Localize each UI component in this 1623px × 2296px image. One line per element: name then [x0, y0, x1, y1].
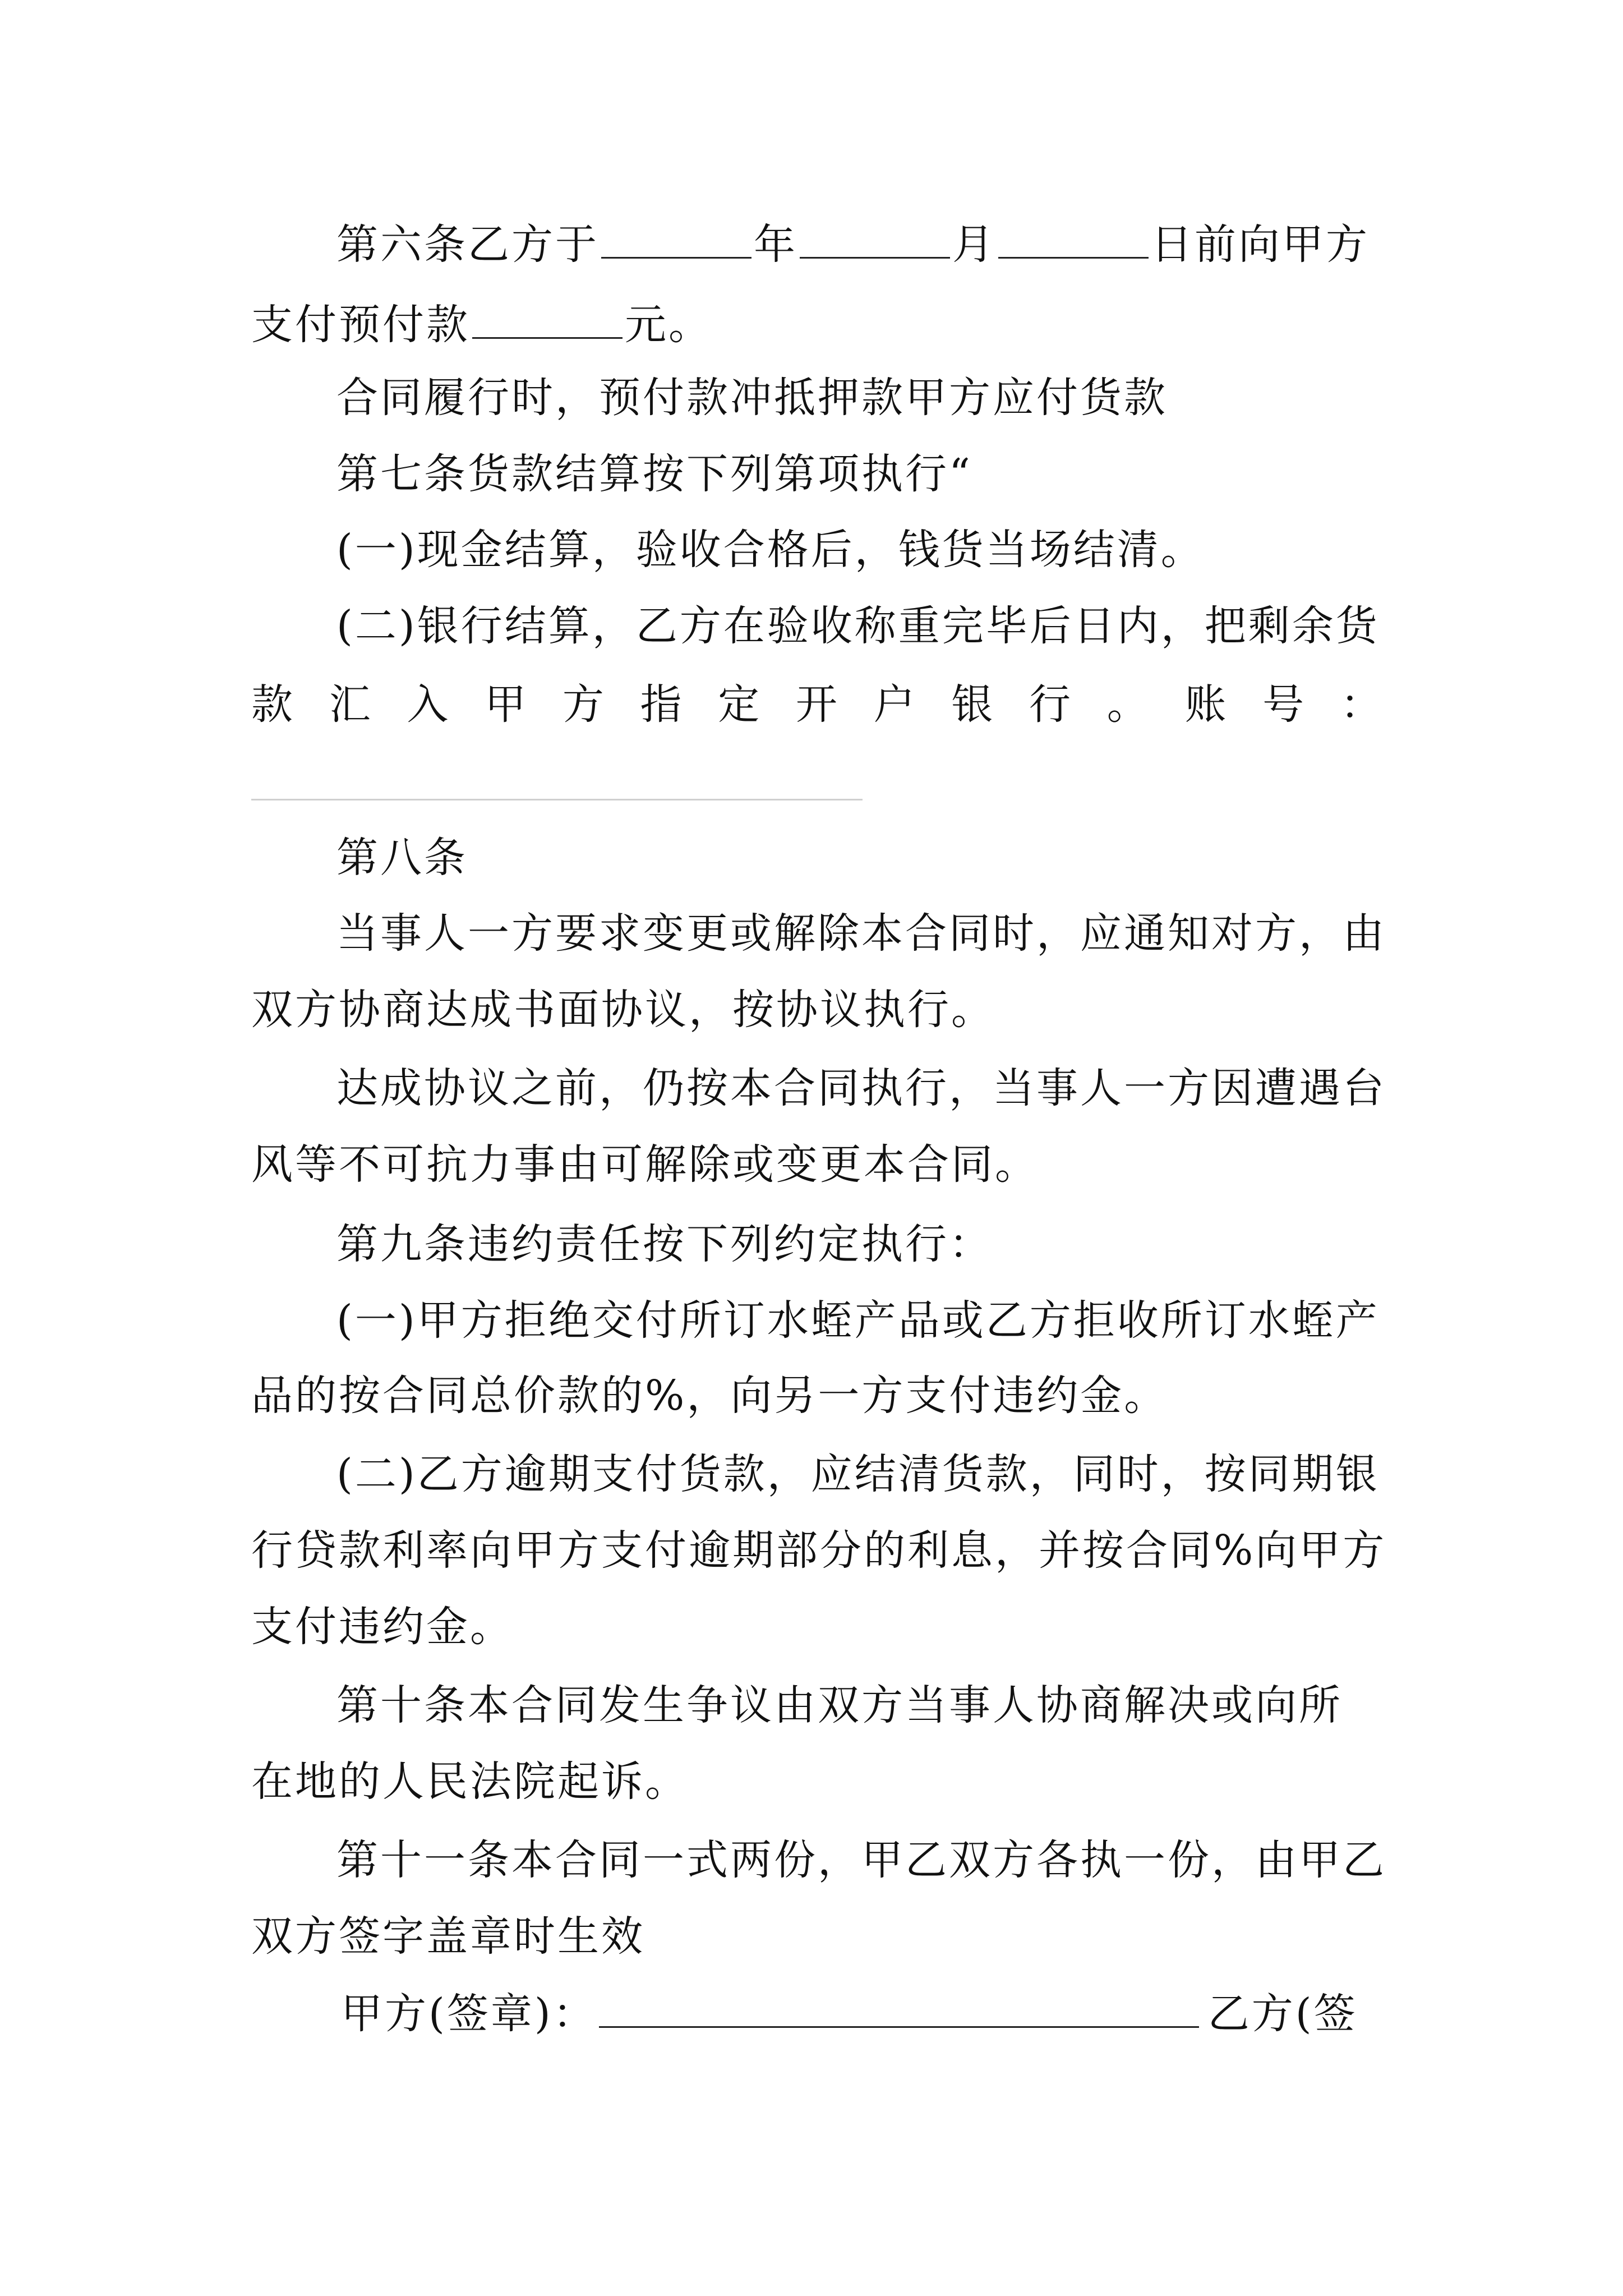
article6-text-4: 日前向甲方 — [1151, 220, 1370, 269]
article8-p2-line1: 达成协议之前，仍按本合同执行，当事人一方因遭遇台 — [336, 1064, 1386, 1112]
article6-prepay-label: 支付预付款 — [251, 301, 470, 349]
month-blank — [800, 217, 950, 259]
article8-p1-line2: 双方协商达成书面协议，按协议执行。 — [251, 986, 995, 1034]
article11-line1: 第十一条本合同一式两份，甲乙双方各执一份，由甲乙 — [336, 1836, 1386, 1884]
article6-prepay-unit: 元。 — [625, 301, 712, 349]
article8-title: 第八条 — [336, 834, 468, 882]
article9-item2-line2: 行贷款利率向甲方支付逾期部分的利息，并按合同%向甲方 — [251, 1526, 1387, 1575]
article6-text-1: 第六条乙方于 — [336, 220, 599, 269]
account-line-char: 汇 — [329, 680, 373, 729]
article10-line2: 在地的人民法院起诉。 — [251, 1757, 689, 1806]
article6-text-year: 年 — [754, 220, 797, 269]
article7-item2-line2 — [251, 663, 1384, 746]
party-b-signature-label: 乙方(签 — [1207, 1990, 1358, 2038]
account-line-char: 户 — [873, 680, 917, 729]
party-a-signature-blank — [599, 1986, 1199, 2028]
article9-item1-line2: 品的按合同总价款的%，向另一方支付违约金。 — [251, 1372, 1168, 1420]
article9-item2-line1: (二)乙方逾期支付货款，应结清货款，同时，按同期银 — [336, 1450, 1380, 1498]
article6-text-month: 月 — [952, 220, 996, 269]
party-a-signature-label: 甲方(签章)： — [341, 1990, 597, 2038]
account-line-char: 号 — [1262, 680, 1307, 729]
account-line-char: 款 — [251, 680, 295, 729]
account-line-char: 开 — [795, 680, 840, 729]
account-line-char: 指 — [640, 680, 684, 729]
prepay-amount-blank — [472, 297, 623, 339]
signature-line — [341, 1972, 1384, 2055]
account-line-char: 定 — [718, 680, 762, 729]
article7-item2-line1: (二)银行结算，乙方在验收称重完毕后日内，把剩余货 — [336, 602, 1380, 650]
account-line-char: 入 — [407, 680, 451, 729]
account-number-line — [251, 799, 863, 800]
article8-p1-line1: 当事人一方要求变更或解除本合同时，应通知对方，由 — [336, 909, 1386, 958]
day-blank — [998, 217, 1149, 259]
account-line-char: ： — [1340, 680, 1384, 729]
article9-title: 第九条违约责任按下列约定执行： — [336, 1220, 993, 1268]
article9-item2-line3: 支付违约金。 — [251, 1603, 514, 1651]
prepay-offset-paragraph: 合同履行时，预付款冲抵押款甲方应付货款 — [336, 374, 1168, 422]
account-line-char: 方 — [562, 680, 606, 729]
year-blank — [601, 217, 751, 259]
article7-item1: (一)现金结算，验收合格后，钱货当场结清。 — [336, 526, 1205, 574]
article11-line2: 双方签字盖章时生效 — [251, 1912, 645, 1961]
article8-p2-line2: 风等不可抗力事由可解除或变更本合同。 — [251, 1140, 1039, 1189]
account-line-char: 。 — [1106, 680, 1151, 729]
article10-line1: 第十条本合同发生争议由双方当事人协商解决或向所 — [336, 1681, 1343, 1729]
account-line-char: 银 — [951, 680, 995, 729]
article6-line1 — [251, 203, 1384, 286]
account-line-char: 账 — [1184, 680, 1229, 729]
account-line-char: 甲 — [485, 680, 529, 729]
account-line-char: 行 — [1029, 680, 1073, 729]
article7-title: 第七条货款结算按下列第项执行“ — [336, 450, 972, 498]
article6-line2 — [251, 283, 1384, 366]
article9-item1-line1: (一)甲方拒绝交付所订水蛭产品或乙方拒收所订水蛭产 — [336, 1296, 1380, 1345]
